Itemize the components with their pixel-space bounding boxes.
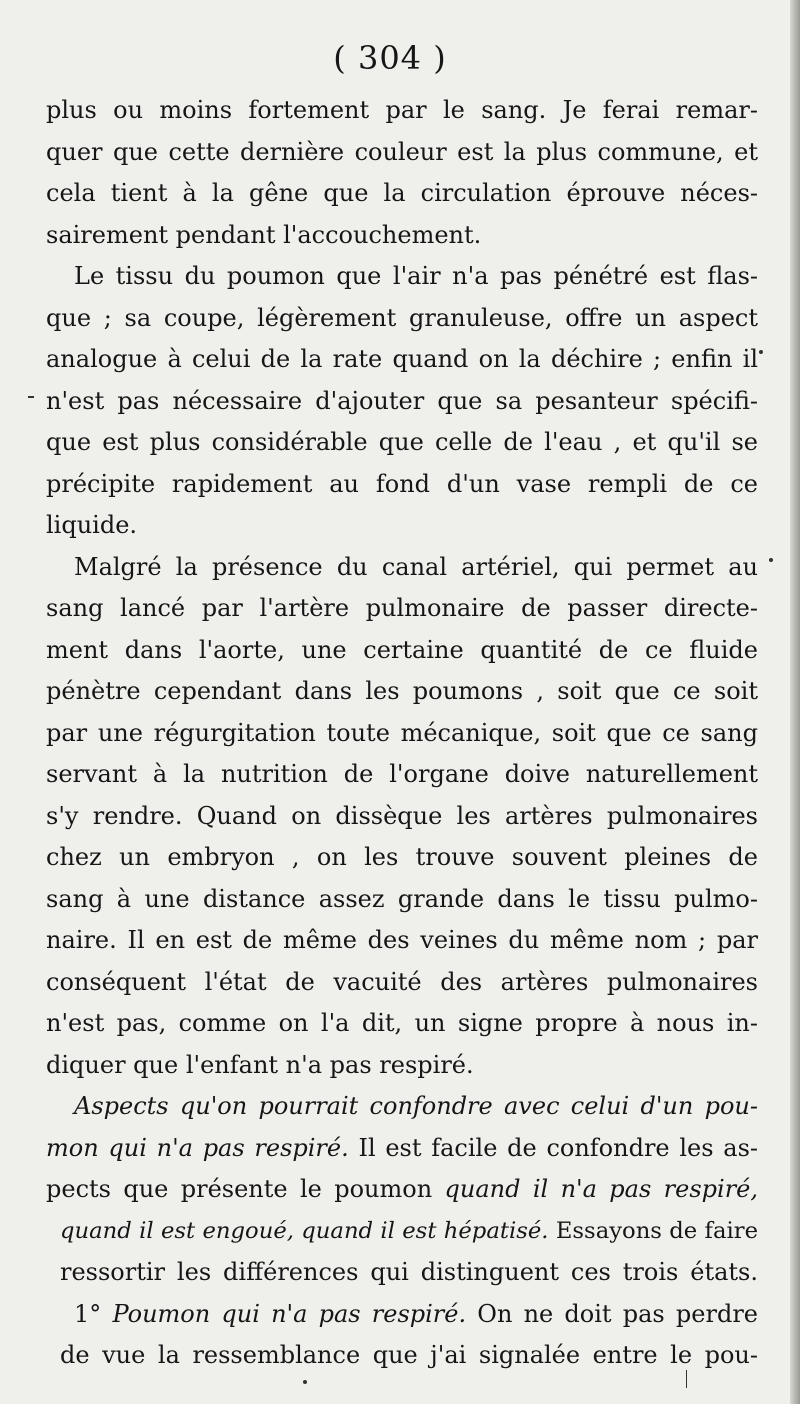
ink-speck — [686, 1370, 687, 1388]
section-heading-italic: Aspects qu'on pourrait confondre avec celui d'un pou- — [74, 1092, 758, 1120]
text-run: On ne doit pas perdre — [466, 1299, 758, 1328]
page-edge-shadow — [790, 0, 800, 1404]
text-line: chez un embryon , on les trouve souvent pleines de — [46, 843, 758, 871]
text-line: pénètre cependant dans les poumons , soit que ce soit — [46, 677, 758, 705]
section-heading-italic: mon qui n'a pas respiré. — [46, 1133, 349, 1162]
text-line — [46, 1211, 758, 1253]
text-line: servant à la nutrition de l'organe doive naturellement — [46, 760, 758, 788]
item-heading-italic: Poumon qui n'a pas respiré. — [112, 1299, 467, 1328]
text-line: s'y rendre. Quand on dissèque les artères pulmonaires — [46, 801, 758, 830]
text-run: Il est facile de confondre les as- — [348, 1133, 758, 1162]
ink-speck — [303, 1380, 307, 1384]
text-line: par une régurgitation toute mécanique, soit que ce sang — [46, 718, 758, 747]
text-line: sang lancé par l'artère pulmonaire de passer directe- — [46, 594, 758, 622]
page-number: ( 304 ) — [333, 39, 447, 77]
text-line: liquide. — [46, 511, 138, 539]
italic-run: quand il n'a pas respiré, — [444, 1175, 758, 1203]
text-line: Le tissu du poumon que l'air n'a pas pénétré est flas- — [74, 262, 758, 290]
item-number: 1° — [74, 1299, 102, 1328]
text-line — [46, 1128, 758, 1170]
text-line: que est plus considérable que celle de l'eau , et qu'il se — [46, 428, 758, 456]
text-line: n'est pas, comme on l'a dit, un signe propre à nous in- — [46, 1009, 758, 1037]
italic-run: quand il est engoué, quand il est hépatisé. — [60, 1217, 549, 1244]
text-line: précipite rapidement au fond d'un vase rempli de ce — [46, 469, 758, 498]
text-line: diquer que l'enfant n'a pas respiré. — [46, 1050, 474, 1079]
ink-speck — [769, 558, 773, 562]
ink-speck — [28, 396, 34, 398]
ink-speck — [759, 350, 763, 354]
section-heading-line — [46, 1086, 758, 1128]
text-line: naire. Il en est de même des veines du même nom ; par — [46, 926, 758, 954]
text-line: analogue à celui de la rate quand on la déchire ; enfin il — [46, 345, 758, 373]
text-line: quer que cette dernière couleur est la plus commune, et — [46, 137, 758, 166]
body-text — [46, 90, 758, 1377]
numbered-item-line — [46, 1294, 758, 1336]
text-line — [46, 1169, 758, 1211]
text-line: que ; sa coupe, légèrement granuleuse, offre un aspect — [46, 303, 758, 332]
text-run: pects que présente le poumon — [46, 1175, 445, 1203]
text-line: conséquent l'état de vacuité des artères pulmonaires — [46, 967, 758, 996]
text-run: Essayons de faire — [548, 1217, 758, 1244]
text-line: ressortir les différences qui distinguent ces trois états. — [60, 1258, 758, 1286]
text-line: sairement pendant l'accouchement. — [46, 220, 482, 249]
text-line: n'est pas nécessaire d'ajouter que sa pesanteur spécifi- — [46, 386, 758, 415]
text-line: Malgré la présence du canal artériel, qui permet au — [74, 552, 758, 581]
text-line: de vue la ressemblance que j'ai signalée entre le pou- — [60, 1341, 758, 1369]
text-line: cela tient à la gêne que la circulation éprouve néces- — [46, 179, 758, 207]
text-line: sang à une distance assez grande dans le tissu pulmo- — [46, 884, 758, 913]
text-line: ment dans l'aorte, une certaine quantité de ce fluide — [46, 635, 758, 664]
text-line: plus ou moins fortement par le sang. Je ferai remar- — [46, 96, 758, 124]
